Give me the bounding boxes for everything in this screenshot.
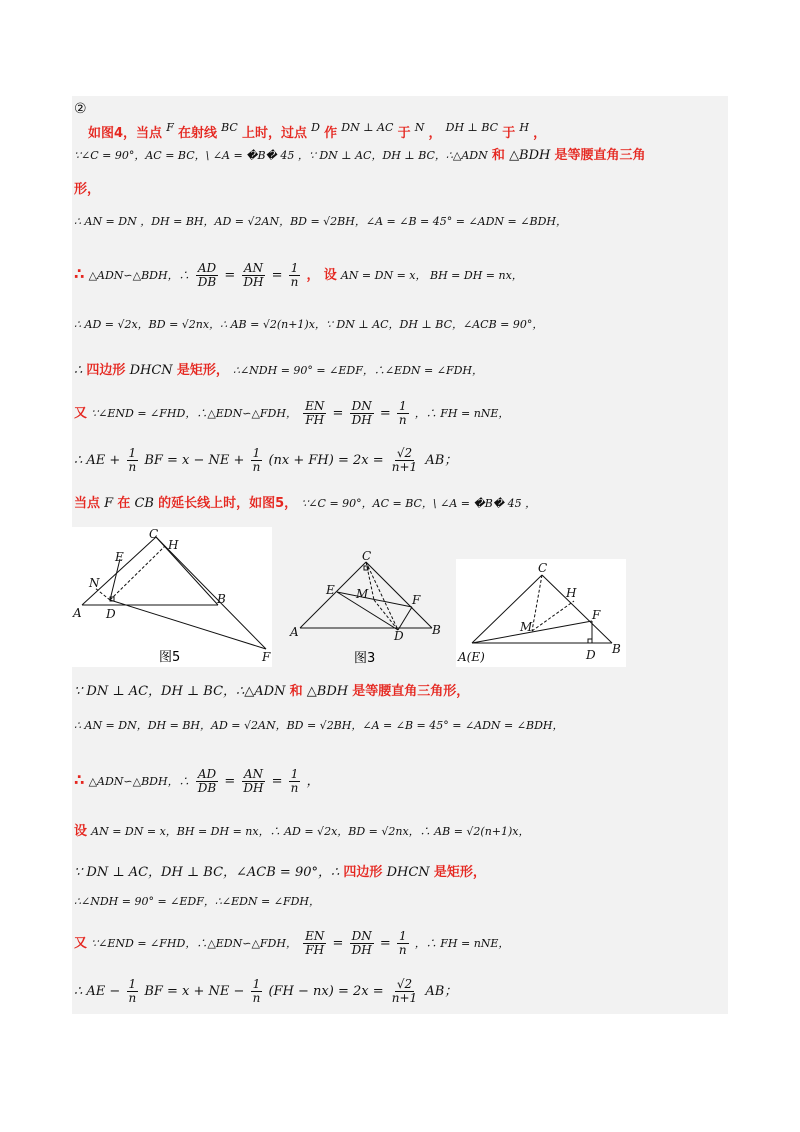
label-m: M (356, 587, 369, 601)
solution-line-12: ∴ AN = DN，DH = BH，AD = √2AN，BD = √2BH，∠A = ∠B = 45° = ∠ADN = ∠BDH， (74, 719, 564, 732)
solution-line-13: ∴ △ADN∽△BDH，∴ $\frac{AD}{DB}$ = $\frac{AN}{DH}$ = $\frac{1}{n}$ ， (74, 767, 320, 795)
solution-line-14: 设 AN = DN = x，BH = DH = nx，∴ AD = √2x，BD = √2nx，∴ AB = √2(n+1)x， (74, 824, 530, 839)
solution-line-16: ∴∠NDH = 90° = ∠EDF，∴∠EDN = ∠FDH， (74, 895, 321, 908)
solution-line-5: ∴ △ADN∽△BDH，∴ $\frac{AD}{DB}$ = $\frac{AN}{DH}$ = $\frac{1}{n}$ ， 设 AN = DN = x， BH = DH = nx， (74, 261, 523, 289)
label-h: H (566, 586, 577, 600)
label-h: H (168, 538, 179, 552)
solution-line-9: ∴ AE + $\frac{1}{n}$ BF = x − NE + $\frac{1}{n}$ (nx + FH) = 2x = $\frac{√2}{n+1}$ AB； (74, 446, 458, 474)
fraction: $\frac{√2}{n+1}$ (391, 446, 418, 474)
label-c: C (538, 561, 548, 575)
label-a-e: A(E) (458, 650, 485, 664)
fraction: $\frac{1}{n}$ (290, 261, 299, 289)
label-d: D (106, 607, 116, 621)
solution-line-7: ∴ 四边形 DHCN 是矩形， ∴∠NDH = 90° = ∠EDF，∴∠EDN = ∠FDH， (74, 363, 483, 378)
figure-5-diagram (72, 527, 272, 667)
solution-line-1: ② 如图4，当点 $^F$ 在射线 $^{BC}$ 上时，过点 $^D$ 作 $^{DN \perp AC}$ 于 $^N$ ， $^{DH \perp BC}$ 于 $^H$ ， (74, 101, 547, 141)
label-m: M (520, 620, 533, 634)
solution-line-18: ∴ AE − $\frac{1}{n}$ BF = x + NE − $\frac{1}{n}$ (FH − nx) = 2x = $\frac{√2}{n+1}$ AB； (74, 977, 458, 1005)
fraction: $\frac{AD}{DB}$ (197, 767, 217, 795)
label-e: E (326, 583, 335, 597)
fraction: $\frac{1}{n}$ (398, 929, 407, 957)
label-b: B (432, 623, 441, 637)
label-a: A (290, 625, 299, 639)
figure-5-caption: 图5 (159, 650, 181, 665)
label-f: F (262, 650, 271, 664)
label-d: D (586, 648, 596, 662)
solution-line-17: 又 ∵∠END = ∠FHD，∴△EDN∽△FDH， $\frac{EN}{FH}$ = $\frac{DN}{DH}$ = $\frac{1}{n}$ ，∴ FH = nNE， (74, 929, 510, 957)
label-a: A (73, 606, 82, 620)
label-e: E (115, 550, 124, 564)
figure-5 (72, 527, 272, 667)
solution-line-2: ∵∠C = 90°，AC = BC，\ ∠A = �B� 45 ，∵ DN ⊥ AC，DH ⊥ BC，∴△ADN 和 △BDH 是等腰直角三角 (74, 148, 646, 163)
label-f: F (592, 608, 601, 622)
solution-line-6: ∴ AD = √2x，BD = √2nx，∴ AB = √2(n+1)x，∵ DN ⊥ AC，DH ⊥ BC，∠ACB = 90°， (74, 318, 544, 331)
fraction: $\frac{1}{n}$ (128, 446, 137, 474)
label-c: C (149, 527, 159, 541)
fraction: $\frac{1}{n}$ (252, 977, 261, 1005)
label-d: D (394, 629, 404, 643)
fraction: $\frac{AN}{DH}$ (243, 767, 264, 795)
figure-3-caption: 图3 (354, 651, 376, 666)
figure-3 (286, 548, 442, 668)
fraction: $\frac{√2}{n+1}$ (391, 977, 418, 1005)
fraction: $\frac{AN}{DH}$ (243, 261, 264, 289)
fraction: $\frac{DN}{DH}$ (351, 929, 372, 957)
label-c: C (362, 549, 372, 563)
fraction: $\frac{1}{n}$ (398, 399, 407, 427)
solution-line-4: ∴ AN = DN ，DH = BH，AD = √2AN，BD = √2BH，∠A = ∠B = 45° = ∠ADN = ∠BDH， (74, 215, 567, 228)
fraction: $\frac{1}{n}$ (128, 977, 137, 1005)
fraction: $\frac{DN}{DH}$ (351, 399, 372, 427)
solution-line-15: ∵ DN ⊥ AC，DH ⊥ BC，∠ACB = 90°，∴ 四边形 DHCN 是矩形， (74, 865, 486, 880)
figure-right-diagram (456, 559, 626, 667)
figure-3-diagram (286, 548, 442, 668)
fraction: $\frac{1}{n}$ (252, 446, 261, 474)
fraction: $\frac{EN}{FH}$ (305, 929, 325, 957)
fraction: $\frac{EN}{FH}$ (305, 399, 325, 427)
solution-line-11: ∵ DN ⊥ AC，DH ⊥ BC，∴△ADN 和 △BDH 是等腰直角三角形， (74, 684, 470, 699)
fraction: $\frac{1}{n}$ (290, 767, 299, 795)
label-n: N (89, 576, 100, 590)
label-f: F (412, 593, 421, 607)
label-b: B (612, 642, 621, 656)
solution-line-10: 当点 F 在 CB 的延长线上时，如图5， ∵∠C = 90°，AC = BC，\ ∠A = �B� 45 ， (74, 496, 537, 511)
figure-right (456, 559, 626, 667)
solution-line-8: 又 ∵∠END = ∠FHD，∴△EDN∽△FDH， $\frac{EN}{FH}$ = $\frac{DN}{DH}$ = $\frac{1}{n}$ ，∴ FH = nNE， (74, 399, 510, 427)
solution-line-3: 形， (74, 182, 101, 197)
label-b: B (217, 592, 226, 606)
circled-number: ② (74, 101, 87, 117)
fraction: $\frac{AD}{DB}$ (197, 261, 217, 289)
